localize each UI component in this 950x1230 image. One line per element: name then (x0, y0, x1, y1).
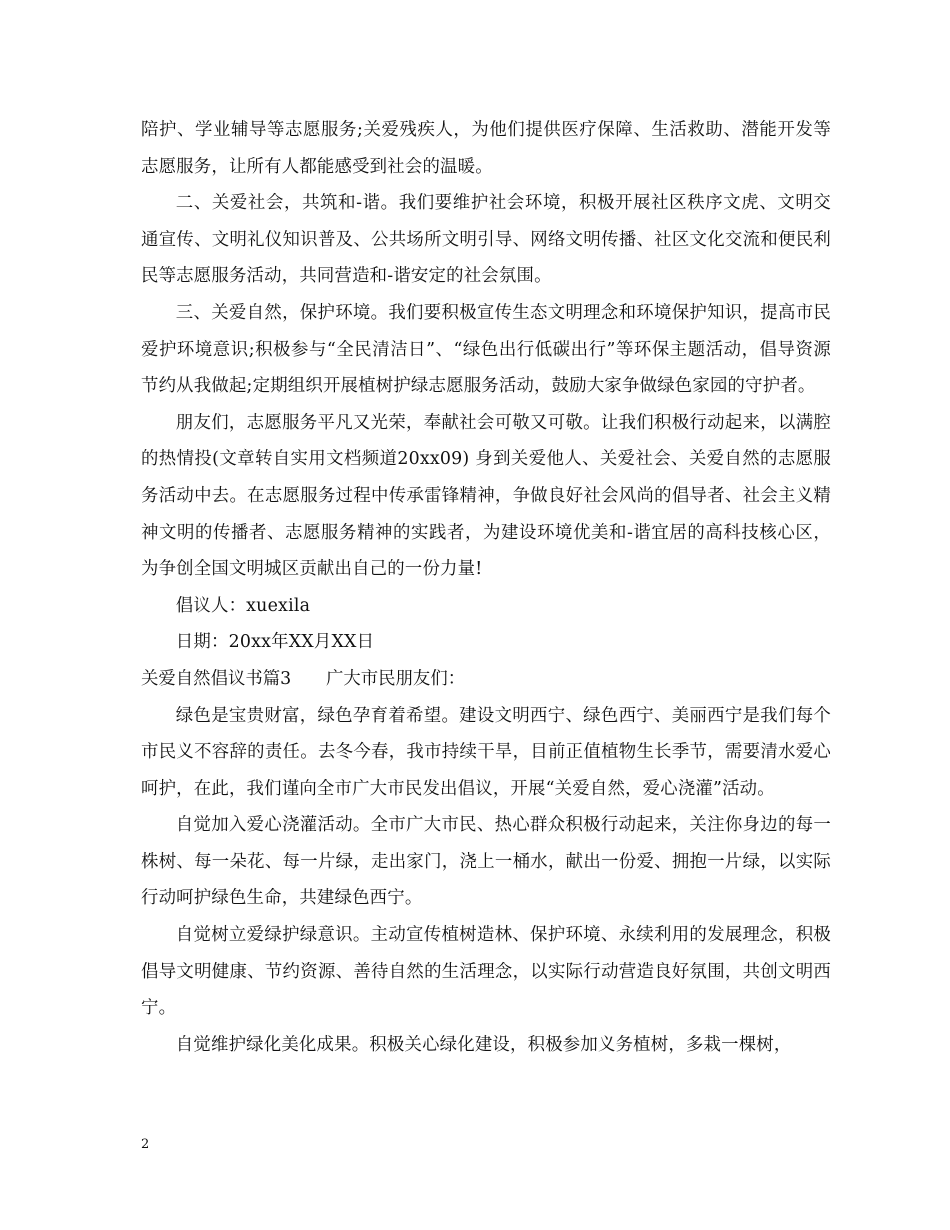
paragraph-10: 自觉树立爱绿护绿意识。主动宣传植树造林、保护环境、永续利用的发展理念，积极倡导文明健康、节约资源、善待自然的生活理念，以实际行动营造良好氛围，共创文明西宁。 (141, 925, 831, 1019)
paragraph-1: 陪护、学业辅导等志愿服务;关爱残疾人，为他们提供医疗保障、生活救助、潜能开发等志愿服务，让所有人都能感受到社会的温暖。 (141, 120, 831, 177)
paragraph-3: 三、关爱自然，保护环境。我们要积极宣传生态文明理念和环境保护知识，提高市民爱护环境意识;积极参与“全民清洁日”、“绿色出行低碳出行”等环保主题活动，倡导资源节约从我做起;定期组织开展植树护绿志愿服务活动，鼓励大家争做绿色家园的守护者。 (141, 302, 831, 397)
paragraph-2: 二、关爱社会，共筑和-谐。我们要维护社会环境，积极开展社区秩序文虎、文明交通宣传、文明礼仪知识普及、公共场所文明引导、网络文明传播、社区文化交流和便民利民等志愿服务活动，共同营造和-谐安定的社会氛围。 (141, 193, 831, 287)
paragraph-8: 绿色是宝贵财富，绿色孕育着希望。建设文明西宁、绿色西宁、美丽西宁是我们每个市民义不容辞的责任。去冬今春，我市持续干旱，目前正值植物生长季节，需要清水爱心呵护，在此，我们谨向全市广大市民发出倡议，开展“关爱自然，爱心浇灌”活动。 (141, 705, 831, 799)
document-body (141, 112, 831, 1063)
page-number: 2 (141, 1137, 150, 1152)
date-line: 日期：20xx年XX月XX日 (175, 632, 375, 653)
paragraph-4: 朋友们，志愿服务平凡又光荣，奉献社会可敬又可敬。让我们积极行动起来，以满腔的热情投(文章转自实用文档频道20xx09) 身到关爱他人、关爱社会、关爱自然的志愿服务活动中去。在志愿服务过程中传承雷锋精神，争做良好社会风尚的倡导者、社会主义精神文明的传播者、志愿服务精神的实践者，为建设环境优美和-谐宜居的高科技核心区，为争创全国文明城区贡献出自己的一份力量! (141, 412, 831, 580)
initiator-line: 倡议人：xuexila (175, 595, 311, 616)
paragraph-9: 自觉加入爱心浇灌活动。全市广大市民、热心群众积极行动起来，关注你身边的每一株树、每一朵花、每一片绿，走出家门，浇上一桶水，献出一份爱、拥抱一片绿，以实际行动呵护绿色生命，共建绿色西宁。 (141, 815, 831, 909)
paragraph-11: 自觉维护绿化美化成果。积极关心绿化建设，积极参加义务植树，多栽一棵树， (175, 1034, 792, 1055)
section-heading: 关爱自然倡议书篇3 广大市民朋友们： (141, 668, 466, 689)
